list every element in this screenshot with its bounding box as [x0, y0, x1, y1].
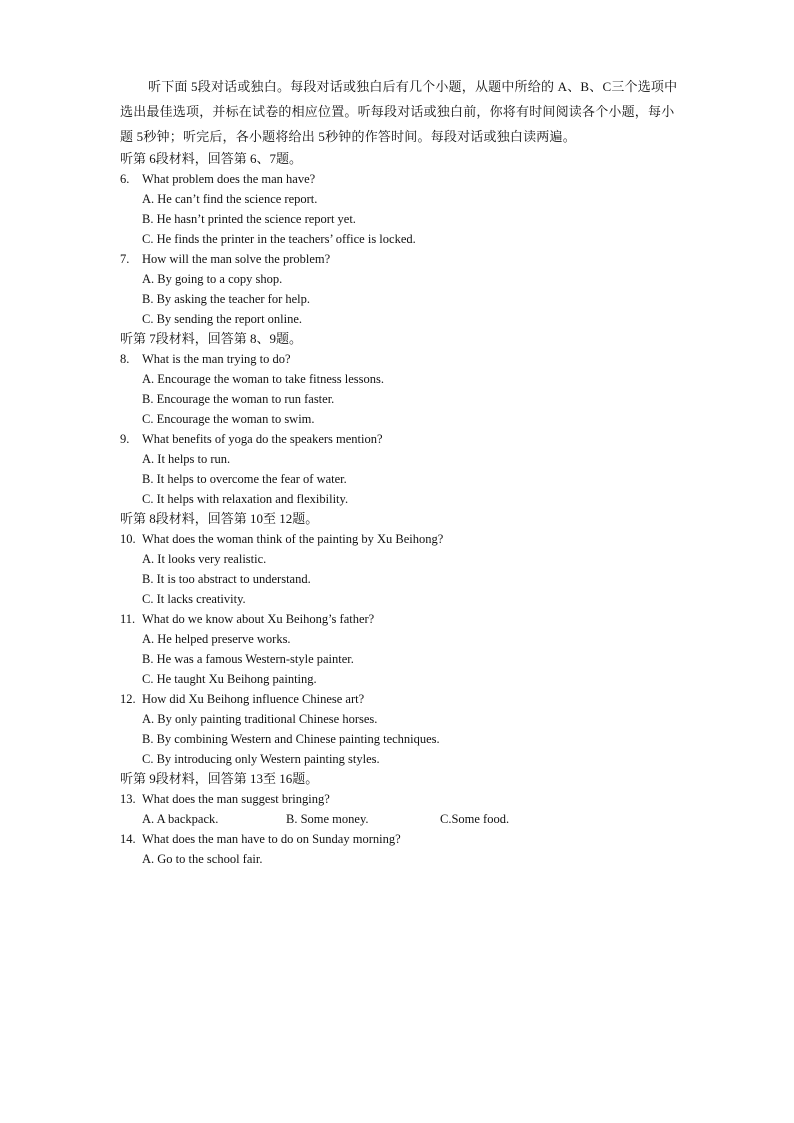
- question: [120, 169, 680, 189]
- answer-option: B. Encourage the woman to run faster.: [142, 392, 335, 406]
- answer-option: C. It lacks creativity.: [142, 592, 246, 606]
- question: [120, 349, 680, 369]
- answer-option: A. It looks very realistic.: [142, 552, 267, 566]
- answer-option: B. By asking the teacher for help.: [142, 292, 311, 306]
- question-number: 14.: [120, 832, 136, 846]
- question-number: 7.: [120, 252, 130, 266]
- question: [120, 249, 680, 269]
- answer-option: A. Go to the school fair.: [142, 852, 263, 866]
- question-text: What problem does the man have?: [142, 172, 316, 186]
- section-heading: 听第 7段材料，回答第 8、9题。: [120, 331, 303, 346]
- question-number: 10.: [120, 532, 136, 546]
- question-text: What benefits of yoga do the speakers mention?: [142, 432, 383, 446]
- question: [120, 609, 680, 629]
- answer-option: C. He taught Xu Beihong painting.: [142, 672, 317, 686]
- answer-option: A. By going to a copy shop.: [142, 272, 283, 286]
- intro-instructions: 听下面 5段对话或独白。每段对话或独白后有几个小题，从题中所给的 A、B、C三个选项中选出最佳选项，并标在试卷的相应位置。听每段对话或独白前，你将有时间阅读各个小题，每小题 5秒钟；听完后，各小题将给出 5秒钟的作答时间。每段对话或独白读两遍。: [120, 79, 678, 144]
- question-text: What does the woman think of the painting by Xu Beihong?: [142, 532, 444, 546]
- answer-option: B. It helps to overcome the fear of water.: [142, 472, 347, 486]
- answer-option: A. He helped preserve works.: [142, 632, 291, 646]
- question-text: What is the man trying to do?: [142, 352, 291, 366]
- answer-option: A. By only painting traditional Chinese horses.: [142, 712, 378, 726]
- answer-option: B. Some money.: [286, 812, 369, 826]
- question-number: 9.: [120, 432, 130, 446]
- answer-option: C. He finds the printer in the teachers’ office is locked.: [142, 232, 416, 246]
- section-heading: 听第 9段材料，回答第 13至 16题。: [120, 771, 319, 786]
- answer-option: A. It helps to run.: [142, 452, 231, 466]
- answer-option: C. By sending the report online.: [142, 312, 303, 326]
- section-heading: 听第 6段材料，回答第 6、7题。: [120, 151, 303, 166]
- answer-option: B. He was a famous Western-style painter.: [142, 652, 354, 666]
- question-number: 6.: [120, 172, 130, 186]
- question: [120, 529, 680, 549]
- answer-option: C. By introducing only Western painting styles.: [142, 752, 380, 766]
- answer-option: B. He hasn’t printed the science report yet.: [142, 212, 356, 226]
- question: [120, 689, 680, 709]
- answer-option: C.Some food.: [440, 812, 510, 826]
- exam-page: [120, 74, 680, 869]
- answer-option: B. By combining Western and Chinese painting techniques.: [142, 732, 440, 746]
- question-text: What does the man have to do on Sunday morning?: [142, 832, 401, 846]
- question-number: 12.: [120, 692, 136, 706]
- answer-option: A. A backpack.: [142, 812, 219, 826]
- question-text: How will the man solve the problem?: [142, 252, 331, 266]
- answer-option: C. Encourage the woman to swim.: [142, 412, 315, 426]
- answer-option: A. He can’t find the science report.: [142, 192, 318, 206]
- question: [120, 429, 680, 449]
- question-number: 8.: [120, 352, 130, 366]
- inline-options: [120, 809, 680, 829]
- question-number: 11.: [120, 612, 136, 626]
- answer-option: A. Encourage the woman to take fitness lessons.: [142, 372, 384, 386]
- question: [120, 829, 680, 849]
- question-text: What do we know about Xu Beihong’s father?: [142, 612, 375, 626]
- question-text: What does the man suggest bringing?: [142, 792, 330, 806]
- answer-option: B. It is too abstract to understand.: [142, 572, 311, 586]
- question: [120, 789, 680, 809]
- answer-option: C. It helps with relaxation and flexibility.: [142, 492, 349, 506]
- question-text: How did Xu Beihong influence Chinese art?: [142, 692, 365, 706]
- section-heading: 听第 8段材料，回答第 10至 12题。: [120, 511, 319, 526]
- question-number: 13.: [120, 792, 136, 806]
